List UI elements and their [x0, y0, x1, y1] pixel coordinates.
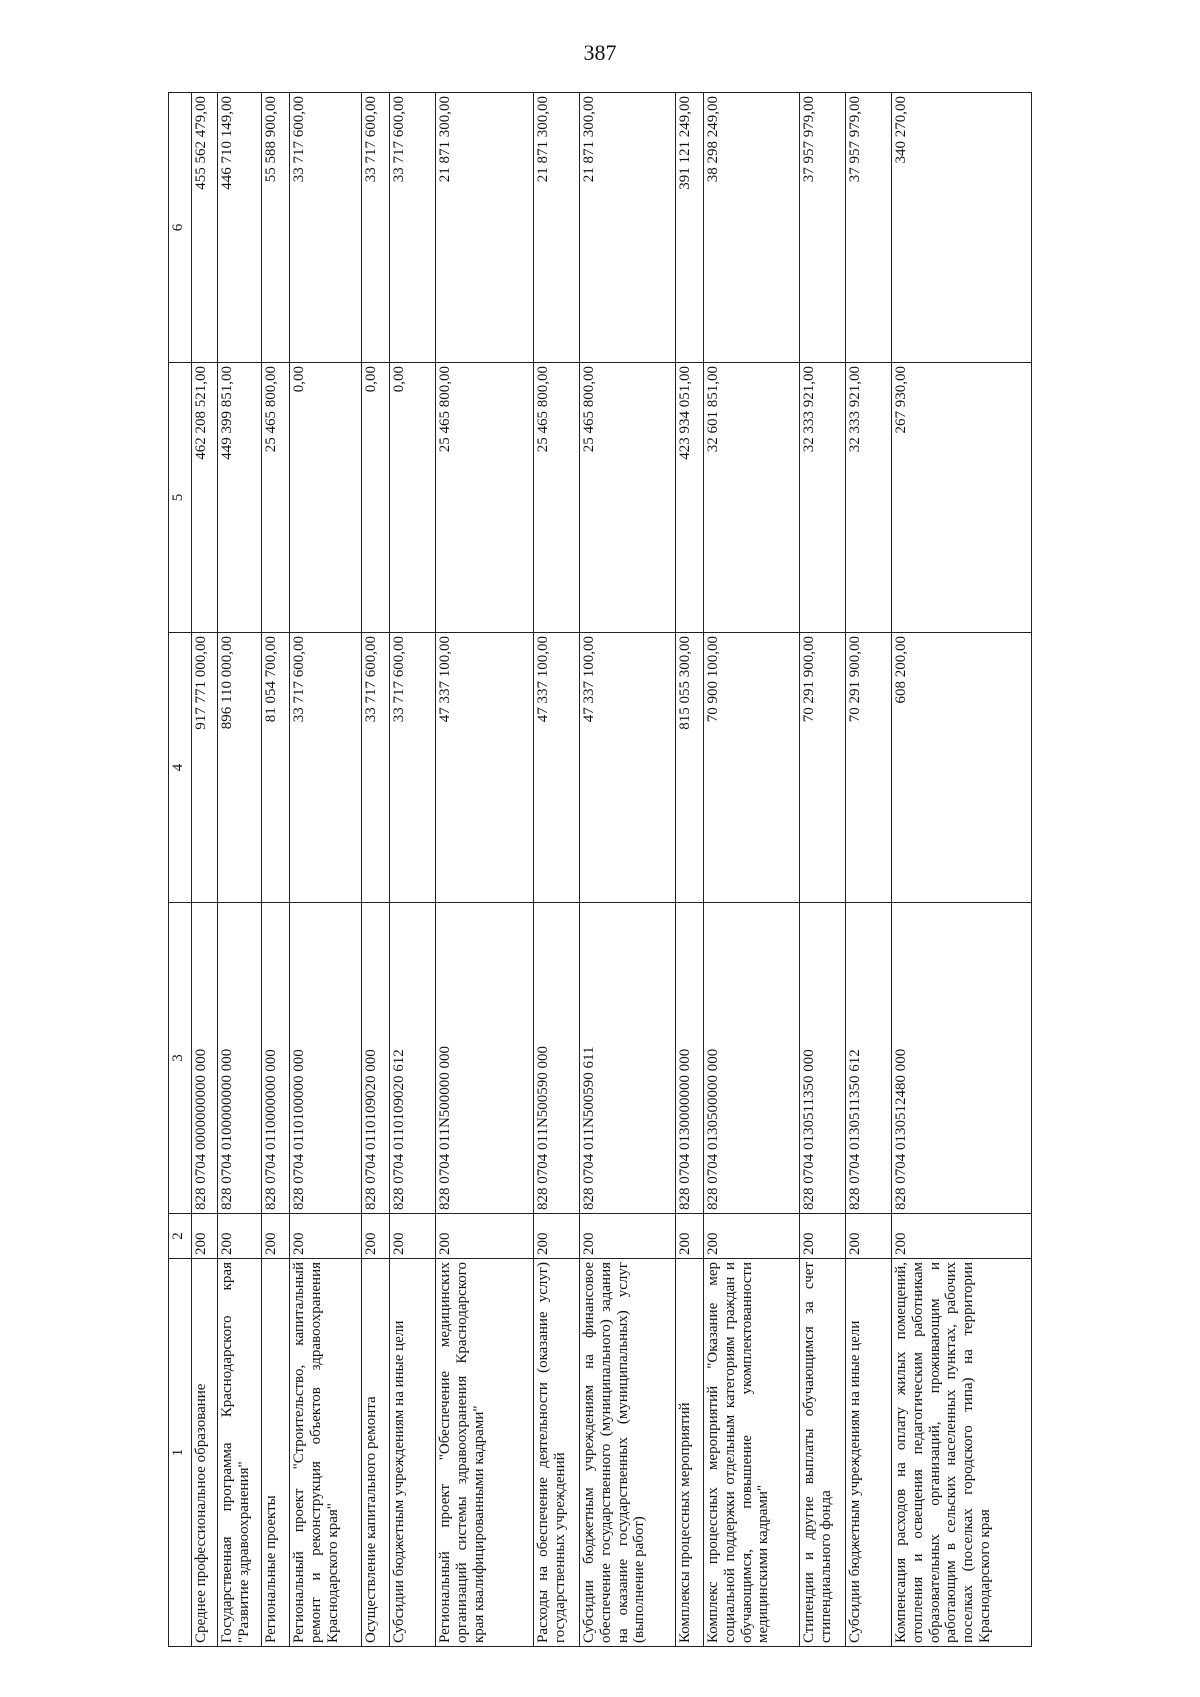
row-value-col6-cell: 33 717 600,00 — [290, 93, 362, 363]
header-col-3: 3 — [169, 903, 192, 1214]
row-col2-cell: 200 — [262, 1214, 290, 1259]
row-value-col6-cell: 38 298 249,00 — [704, 93, 800, 363]
row-value-col4-cell: 917 771 000,00 — [192, 633, 218, 903]
header-col-4: 4 — [169, 633, 192, 903]
table-row — [800, 93, 846, 1647]
row-value-col5-cell: 32 333 921,00 — [800, 363, 846, 633]
row-code-cell: 828 0704 0130511350 000 — [800, 903, 846, 1214]
row-col2-cell: 200 — [892, 1214, 1032, 1259]
row-col2-cell: 200 — [580, 1214, 676, 1259]
row-col2-cell: 200 — [676, 1214, 704, 1259]
row-value-col4-cell: 47 337 100,00 — [580, 633, 676, 903]
table-row — [262, 93, 290, 1647]
row-value-col6-cell: 21 871 300,00 — [534, 93, 580, 363]
row-value-col4-cell: 608 200,00 — [892, 633, 1032, 903]
row-col2-cell: 200 — [218, 1214, 262, 1259]
row-value-col4-cell: 47 337 100,00 — [534, 633, 580, 903]
row-name-cell: Региональный проект "Строительство, капитальный ремонт и реконструкция объектов здравоохранения Краснодарского края" — [290, 1259, 362, 1647]
row-name-cell: Компенсация расходов на оплату жилых помещений, отопления и освещения педагогическим работникам образовательных организаций, проживающим и работающим в сельских населенных пунктах, рабочих поселках (поселках городского типа) на территории Краснодарского края — [892, 1259, 1032, 1647]
row-value-col6-cell: 33 717 600,00 — [390, 93, 436, 363]
row-value-col5-cell: 25 465 800,00 — [436, 363, 534, 633]
table-row — [362, 93, 390, 1647]
row-value-col4-cell: 896 110 000,00 — [218, 633, 262, 903]
row-value-col4-cell: 815 055 300,00 — [676, 633, 704, 903]
row-value-col5-cell: 25 465 800,00 — [580, 363, 676, 633]
row-value-col6-cell: 37 957 979,00 — [846, 93, 892, 363]
row-value-col5-cell: 0,00 — [390, 363, 436, 633]
row-col2-cell: 200 — [192, 1214, 218, 1259]
row-code-cell: 828 0704 0130512480 000 — [892, 903, 1032, 1214]
row-value-col6-cell: 446 710 149,00 — [218, 93, 262, 363]
row-name-cell: Среднее профессиональное образование — [192, 1259, 218, 1647]
row-name-cell: Региональный проект "Обеспечение медицинских организаций системы здравоохранения Краснодарского края квалифицированными кадрами" — [436, 1259, 534, 1647]
row-value-col6-cell: 340 270,00 — [892, 93, 1032, 363]
row-code-cell: 828 0704 011N500590 611 — [580, 903, 676, 1214]
row-code-cell: 828 0704 0130511350 612 — [846, 903, 892, 1214]
row-code-cell: 828 0704 0100000000 000 — [218, 903, 262, 1214]
table-row — [390, 93, 436, 1647]
row-value-col4-cell: 70 291 900,00 — [800, 633, 846, 903]
row-code-cell: 828 0704 0110109020 000 — [362, 903, 390, 1214]
row-name-cell: Осуществление капитального ремонта — [362, 1259, 390, 1647]
row-name-cell: Субсидии бюджетным учреждениям на финансовое обеспечение государственного (муниципального) задания на оказание государственных (муниципальных) услуг (выполнение работ) — [580, 1259, 676, 1647]
row-value-col4-cell: 33 717 600,00 — [362, 633, 390, 903]
table-row — [534, 93, 580, 1647]
table-row — [290, 93, 362, 1647]
row-code-cell: 828 0704 0110109020 612 — [390, 903, 436, 1214]
table-row — [218, 93, 262, 1647]
row-code-cell: 828 0704 011N500590 000 — [534, 903, 580, 1214]
table-row — [846, 93, 892, 1647]
table-row — [580, 93, 676, 1647]
table-row — [192, 93, 218, 1647]
row-col2-cell: 200 — [362, 1214, 390, 1259]
row-value-col5-cell: 32 601 851,00 — [704, 363, 800, 633]
row-col2-cell: 200 — [800, 1214, 846, 1259]
header-row — [169, 93, 192, 1647]
row-value-col5-cell: 0,00 — [362, 363, 390, 633]
row-value-col4-cell: 70 291 900,00 — [846, 633, 892, 903]
header-col-6: 6 — [169, 93, 192, 363]
row-value-col4-cell: 47 337 100,00 — [436, 633, 534, 903]
row-value-col6-cell: 33 717 600,00 — [362, 93, 390, 363]
row-col2-cell: 200 — [290, 1214, 362, 1259]
row-value-col6-cell: 55 588 900,00 — [262, 93, 290, 363]
header-col-1: 1 — [169, 1259, 192, 1647]
row-name-cell: Расходы на обеспечение деятельности (оказание услуг) государственных учреждений — [534, 1259, 580, 1647]
row-name-cell: Комплекс процессных мероприятий "Оказание мер социальной поддержки отдельным категориям граждан и обучающимся, повышение укомплектованности медицинскими кадрами" — [704, 1259, 800, 1647]
row-name-cell: Комплексы процессных мероприятий — [676, 1259, 704, 1647]
header-col-2: 2 — [169, 1214, 192, 1259]
row-code-cell: 828 0704 0130000000 000 — [676, 903, 704, 1214]
table-row — [892, 93, 1032, 1647]
table-row — [676, 93, 704, 1647]
row-value-col6-cell: 21 871 300,00 — [580, 93, 676, 363]
row-col2-cell: 200 — [846, 1214, 892, 1259]
row-name-cell: Государственная программа Краснодарского края "Развитие здравоохранения" — [218, 1259, 262, 1647]
row-name-cell: Региональные проекты — [262, 1259, 290, 1647]
table-row — [704, 93, 800, 1647]
row-value-col5-cell: 32 333 921,00 — [846, 363, 892, 633]
row-value-col6-cell: 21 871 300,00 — [436, 93, 534, 363]
row-code-cell: 828 0704 0000000000 000 — [192, 903, 218, 1214]
row-value-col5-cell: 449 399 851,00 — [218, 363, 262, 633]
rotated-table-wrapper — [168, 93, 1028, 1647]
row-value-col5-cell: 423 934 051,00 — [676, 363, 704, 633]
row-name-cell: Стипендии и другие выплаты обучающимся за счет стипендиального фонда — [800, 1259, 846, 1647]
row-value-col5-cell: 25 465 800,00 — [534, 363, 580, 633]
row-value-col6-cell: 455 562 479,00 — [192, 93, 218, 363]
page-number: 387 — [583, 40, 617, 65]
row-value-col4-cell: 70 900 100,00 — [704, 633, 800, 903]
row-code-cell: 828 0704 0110000000 000 — [262, 903, 290, 1214]
row-value-col5-cell: 25 465 800,00 — [262, 363, 290, 633]
row-value-col6-cell: 37 957 979,00 — [800, 93, 846, 363]
header-col-5: 5 — [169, 363, 192, 633]
row-col2-cell: 200 — [534, 1214, 580, 1259]
row-value-col4-cell: 33 717 600,00 — [390, 633, 436, 903]
row-col2-cell: 200 — [704, 1214, 800, 1259]
row-value-col5-cell: 462 208 521,00 — [192, 363, 218, 633]
row-col2-cell: 200 — [390, 1214, 436, 1259]
budget-table — [168, 92, 1032, 1647]
row-value-col4-cell: 81 054 700,00 — [262, 633, 290, 903]
row-value-col5-cell: 267 930,00 — [892, 363, 1032, 633]
row-col2-cell: 200 — [436, 1214, 534, 1259]
row-name-cell: Субсидии бюджетным учреждениям на иные цели — [390, 1259, 436, 1647]
row-value-col5-cell: 0,00 — [290, 363, 362, 633]
row-code-cell: 828 0704 0110100000 000 — [290, 903, 362, 1214]
row-code-cell: 828 0704 0130500000 000 — [704, 903, 800, 1214]
row-value-col6-cell: 391 121 249,00 — [676, 93, 704, 363]
table-body — [192, 93, 1032, 1647]
row-code-cell: 828 0704 011N500000 000 — [436, 903, 534, 1214]
table-row — [436, 93, 534, 1647]
row-name-cell: Субсидии бюджетным учреждениям на иные цели — [846, 1259, 892, 1647]
row-value-col4-cell: 33 717 600,00 — [290, 633, 362, 903]
